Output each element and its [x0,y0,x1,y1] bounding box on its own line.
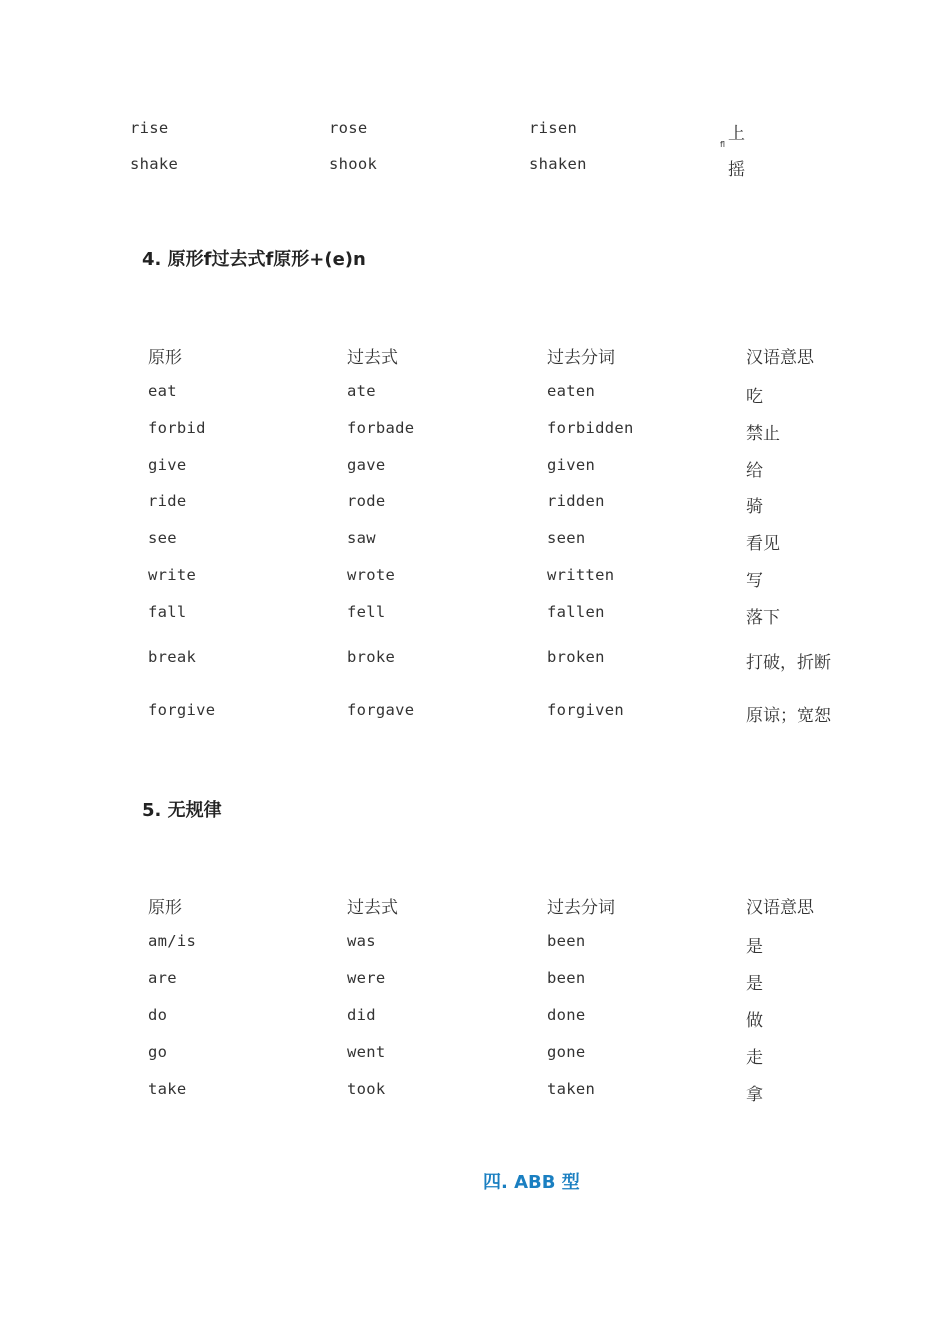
past-form: forbade [347,419,415,437]
past-participle: ridden [547,492,605,510]
past-participle: given [547,456,596,474]
base-form: take [148,1080,187,1098]
table-header [0,343,950,367]
base-form: forgive [148,701,216,719]
past-participle: broken [547,648,605,666]
meaning: 上 [728,124,745,144]
table-row [0,492,950,516]
table-row [0,1080,950,1104]
verb-row [0,119,950,143]
past-form: fell [347,603,386,621]
table-row [0,701,950,725]
past-form: broke [347,648,396,666]
past-participle: written [547,566,615,584]
base-form: rise [130,119,169,137]
past-participle: shaken [529,155,587,173]
header-base: 原形 [148,348,182,368]
past-form: took [347,1080,386,1098]
past-participle: been [547,969,586,987]
past-participle: taken [547,1080,596,1098]
past-participle: been [547,932,586,950]
section-abb-heading: 四. ABB 型 [483,1172,580,1193]
meaning: 写 [746,571,763,591]
base-form: am/is [148,932,197,950]
meaning: 是 [746,937,763,957]
base-form: go [148,1043,168,1061]
past-participle: gone [547,1043,586,1061]
base-form: ride [148,492,187,510]
verb-row [0,155,950,179]
past-form: were [347,969,386,987]
past-participle: seen [547,529,586,547]
base-form: fall [148,603,187,621]
table-row [0,529,950,553]
base-form: break [148,648,197,666]
meaning: 原谅；宽恕 [746,706,831,726]
table-header [0,893,950,917]
table-row [0,566,950,590]
meaning: 走 [746,1048,763,1068]
base-form: see [148,529,177,547]
past-participle: forgiven [547,701,625,719]
header-base: 原形 [148,898,182,918]
past-participle: forbidden [547,419,634,437]
past-form: went [347,1043,386,1061]
base-form: do [148,1006,168,1024]
past-form: rode [347,492,386,510]
past-form: shook [329,155,378,173]
header-past: 过去式 [347,898,398,918]
past-form: gave [347,456,386,474]
past-participle: eaten [547,382,596,400]
header-past: 过去式 [347,348,398,368]
meaning: 做 [746,1011,763,1031]
meaning: 看见 [746,534,780,554]
past-participle: risen [529,119,578,137]
table-row [0,603,950,627]
base-form: give [148,456,187,474]
past-participle: fallen [547,603,605,621]
base-form: are [148,969,177,987]
meaning: 是 [746,974,763,994]
header-meaning: 汉语意思 [746,898,814,918]
header-participle: 过去分词 [547,348,615,368]
table-row [0,419,950,443]
past-form: did [347,1006,376,1024]
meaning: 禁止 [746,424,780,444]
past-form: saw [347,529,376,547]
past-form: rose [329,119,368,137]
base-form: forbid [148,419,206,437]
table-row [0,382,950,406]
header-participle: 过去分词 [547,898,615,918]
header-meaning: 汉语意思 [746,348,814,368]
meaning: 落下 [746,608,780,628]
base-form: eat [148,382,177,400]
meaning: 拿 [746,1085,763,1105]
past-form: was [347,932,376,950]
base-form: shake [130,155,179,173]
section-4-heading: 4. 原形f过去式f原形+(e)n [142,249,366,270]
table-row [0,932,950,956]
meaning: 摇 [728,160,745,180]
section-5-heading: 5. 无规律 [142,800,222,821]
table-row [0,648,950,672]
table-row [0,456,950,480]
table-row [0,969,950,993]
stray-mark: fl [720,140,726,149]
meaning: 打破，折断 [746,653,831,673]
past-form: ate [347,382,376,400]
meaning: 给 [746,461,763,481]
meaning: 骑 [746,497,763,517]
past-form: wrote [347,566,396,584]
past-participle: done [547,1006,586,1024]
past-form: forgave [347,701,415,719]
base-form: write [148,566,197,584]
meaning: 吃 [746,387,763,407]
table-row [0,1006,950,1030]
table-row [0,1043,950,1067]
